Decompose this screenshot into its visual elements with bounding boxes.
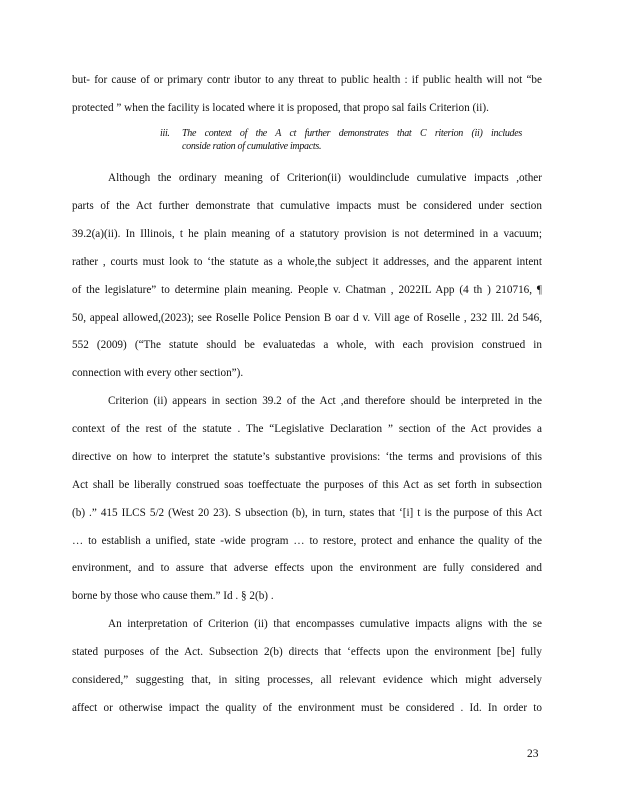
text-line: protected ” when the facility is located where it is proposed, that propo sal fails Criterion (ii). (72, 102, 489, 114)
text-line: (b) .” 415 ILCS 5/2 (West 20 23). S ubsection (b), in turn, states that ‘[i] t is the purpose of this Act (72, 507, 542, 519)
text-line: Act shall be liberally construed soas toeffectuate the purposes of this Act as set forth in subsection (72, 479, 542, 491)
heading-number: iii. (160, 128, 170, 139)
text-line: Criterion (ii) appears in section 39.2 of the Act ,and therefore should be interpreted in the (108, 395, 542, 407)
text-line: borne by those who cause them.” Id . § 2(b) . (72, 590, 274, 602)
text-line: directive on how to interpret the statute’s substantive provisions: ‘the terms and provisions of this (72, 451, 542, 463)
text-line: stated purposes of the Act. Subsection 2(b) directs that ‘effects upon the environment [be] fully (72, 646, 542, 658)
heading-line-1: The context of the A ct further demonstrates that C riterion (ii) includes (182, 128, 522, 139)
text-line: affect or otherwise impact the quality of the environment must be considered . Id. In order to (72, 702, 542, 714)
text-line: context of the rest of the statute . The “Legislative Declaration ” section of the Act provides a (72, 423, 542, 435)
text-line: connection with every other section”). (72, 367, 244, 379)
heading-line-2: conside ration of cumulative impacts. (182, 141, 322, 152)
text-line: 552 (2009) (“The statute should be evaluatedas a whole, with each provision construed in (72, 339, 542, 351)
text-line: but- for cause of or primary contr ibutor to any threat to public health : if public health will not “be (72, 74, 542, 86)
text-line: rather , courts must look to ‘the statute as a whole,the subject it addresses, and the apparent intent (72, 256, 542, 268)
text-line: An interpretation of Criterion (ii) that encompasses cumulative impacts aligns with the se (108, 618, 542, 630)
text-line: considered,” suggesting that, in siting processes, all relevant evidence which might adversely (72, 674, 542, 686)
text-line: parts of the Act further demonstrate that cumulative impacts must be considered under section (72, 200, 542, 212)
page-number: 23 (527, 748, 539, 760)
text-line: of the legislature” to determine plain meaning. People v. Chatman , 2022IL App (4 th ) 210716, ¶ (72, 284, 542, 296)
section-heading (160, 128, 522, 152)
text-line: … to establish a unified, state -wide program … to restore, protect and enhance the quality of the (72, 535, 542, 547)
text-line: 50, appeal allowed,(2023); see Roselle Police Pension B oar d v. Vill age of Roselle , 232 Ill. 2d 546, (72, 312, 542, 324)
text-line: 39.2(a)(ii). In Illinois, t he plain meaning of a statutory provision is not determined in a vacuum; (72, 228, 542, 240)
text-line: Although the ordinary meaning of Criterion(ii) wouldinclude cumulative impacts ,other (108, 172, 542, 184)
text-line: environment, and to assure that adverse effects upon the environment are fully considered and (72, 562, 542, 574)
